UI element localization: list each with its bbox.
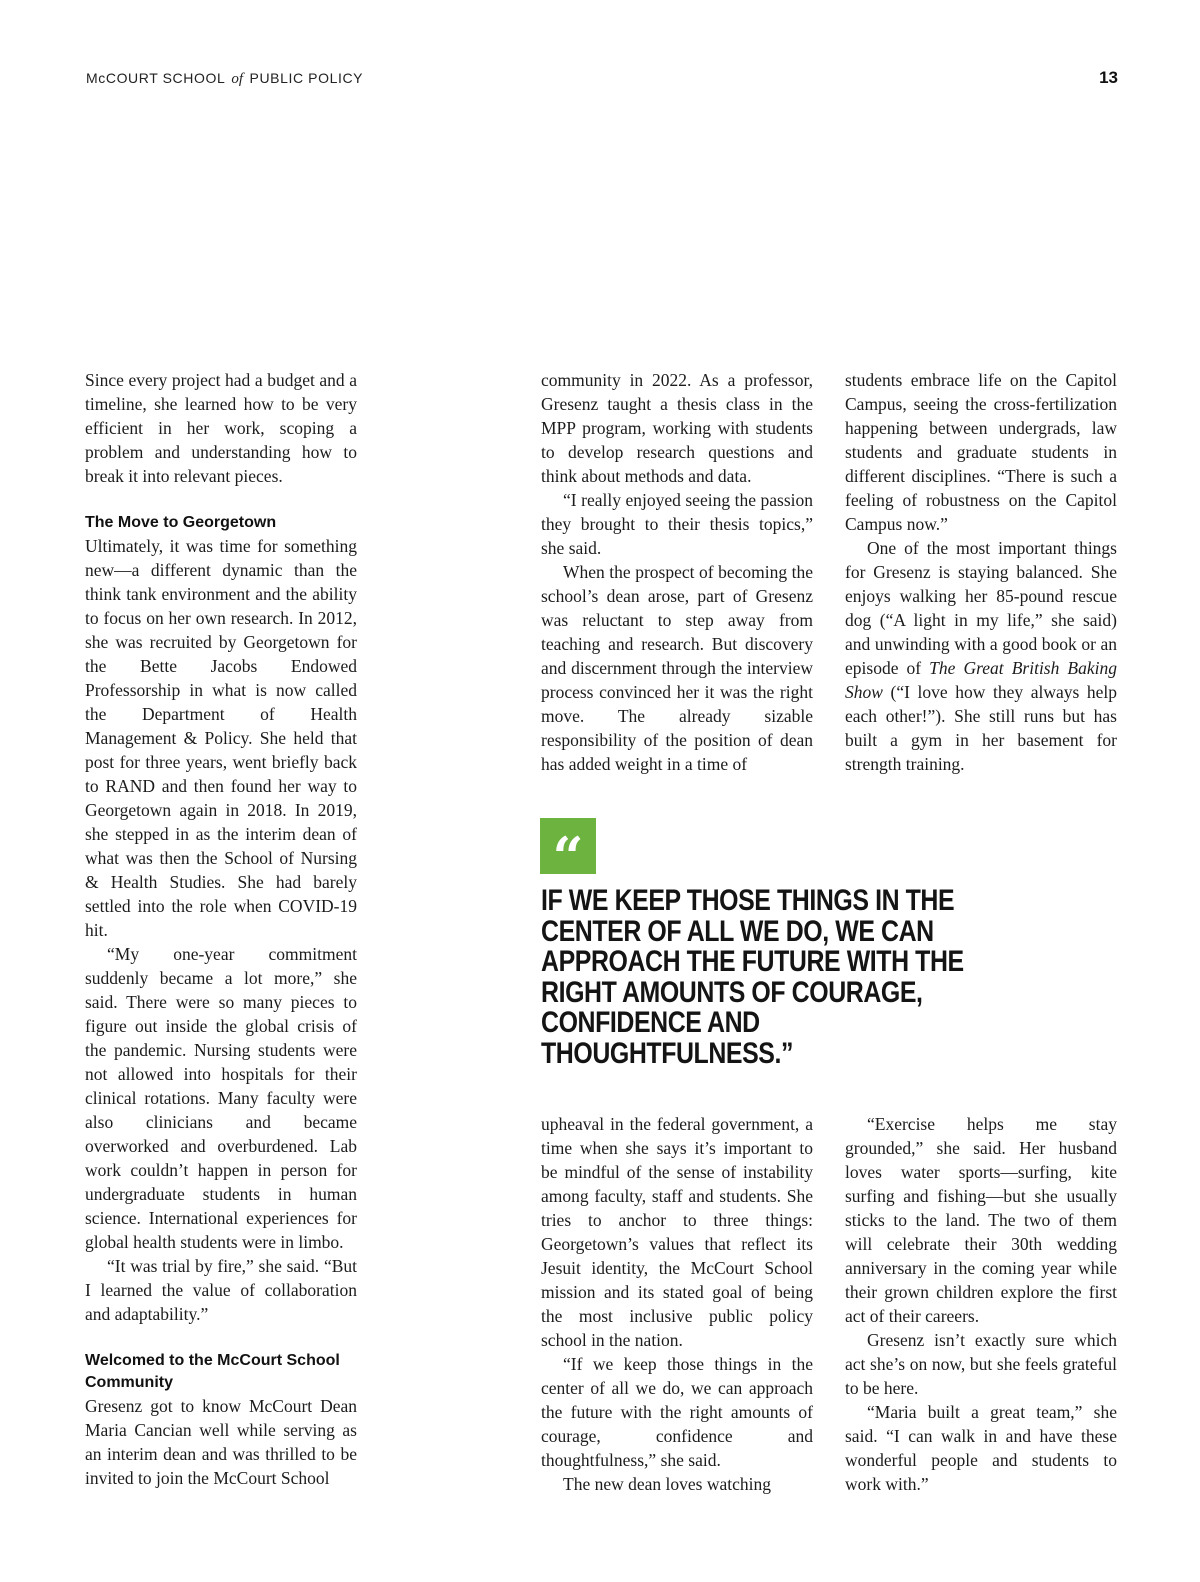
paragraph: Ultimately, it was time for something new—a different dynamic than the think tank environment and the ability to focus on her own research. In 2012, she was recruited by Georgetown for the Bette Jacobs Endowed Professorship in what is now called the Department of Health Management & Policy. She held that post for three years, went briefly back to RAND and then found her way to Georgetown again in 2018. In 2019, she stepped in as the interim dean of what was then the School of Nursing & Health Studies. She had barely settled into the role when COVID-19 hit. bbox=[85, 536, 357, 940]
publication-name-part1: McCOURT SCHOOL bbox=[86, 70, 225, 86]
paragraph: “If we keep those things in the center of all we do, we can approach the future with the right amounts of courage, confidence and thoughtfulness,” she said. bbox=[541, 1354, 813, 1470]
publication-name-part2: PUBLIC POLICY bbox=[249, 70, 364, 86]
section-heading-move-to-georgetown: The Move to Georgetown bbox=[85, 514, 277, 531]
paragraph-text: (“I love how they always help each other!”). She still runs but has built a gym in her basement for strength training. bbox=[845, 682, 1118, 774]
paragraph: Gresenz got to know McCourt Dean Maria Cancian well while serving as an interim dean and was thrilled to be invited to join the McCourt School bbox=[85, 1396, 357, 1488]
section-heading-welcomed: Welcomed to the McCourt School Community bbox=[85, 1352, 340, 1391]
quote-mark-icon: “ bbox=[540, 818, 596, 874]
paragraph: “Maria built a great team,” she said. “I can walk in and have these wonderful people and students to work with.” bbox=[845, 1402, 1117, 1494]
paragraph bbox=[845, 536, 1117, 776]
show-title: The Great British Baking Show bbox=[845, 658, 1117, 702]
article-column-5 bbox=[845, 1112, 1117, 1496]
paragraph: Gresenz isn’t exactly sure which act she’s on now, but she feels grateful to be here. bbox=[845, 1330, 1117, 1398]
article-column-1 bbox=[85, 368, 357, 1490]
publication-header bbox=[86, 70, 363, 88]
paragraph: “It was trial by fire,” she said. “But I learned the value of collaboration and adaptability.” bbox=[85, 1256, 357, 1324]
article-column-4 bbox=[541, 1112, 813, 1496]
page-number: 13 bbox=[1099, 68, 1118, 87]
article-column-3 bbox=[845, 368, 1117, 776]
paragraph: community in 2022. As a professor, Gresenz taught a thesis class in the MPP program, working with students to develop research questions and think about methods and data. bbox=[541, 370, 813, 486]
paragraph: students embrace life on the Capitol Campus, seeing the cross-fertilization happening between undergrads, law students and graduate students in different disciplines. “There is such a feeling of robustness on the Capitol Campus now.” bbox=[845, 370, 1117, 534]
publication-name-of: of bbox=[231, 71, 243, 87]
paragraph: “Exercise helps me stay grounded,” she said. Her husband loves water sports—surfing, kite surfing and fishing—but she usually sticks to the land. The two of them will celebrate their 30th wedding anniversary in the coming year while their grown children explore the first act of their careers. bbox=[845, 1114, 1117, 1326]
paragraph: Since every project had a budget and a timeline, she learned how to be very efficient in her work, scoping a problem and understanding how to break it into relevant pieces. bbox=[85, 370, 357, 486]
paragraph: When the prospect of becoming the school’s dean arose, part of Gresenz was reluctant to step away from teaching and research. But discovery and discernment through the interview process convinced her it was the right move. The already sizable responsibility of the position of dean has added weight in a time of bbox=[541, 562, 813, 774]
paragraph: The new dean loves watching bbox=[563, 1474, 771, 1494]
paragraph: “I really enjoyed seeing the passion they brought to their thesis topics,” she said. bbox=[541, 490, 813, 558]
paragraph: “My one-year commitment suddenly became a lot more,” she said. There were so many pieces to figure out inside the global crisis of the pandemic. Nursing students were not allowed into hospitals for their clinical rotations. Many faculty were also clinicians and became overworked and overburdened. Lab work couldn’t happen in person for undergraduate students in human science. International experiences for global health students were in limbo. bbox=[85, 944, 357, 1252]
paragraph-text: One of the most important things for Gresenz is staying balanced. She enjoys walking her 85-pound rescue dog (“A light in my life,” she said) and unwinding with a good book or an episode of bbox=[845, 538, 1117, 678]
paragraph: upheaval in the federal government, a time when she says it’s important to be mindful of the sense of instability among faculty, staff and students. She tries to anchor to three things: Georgetown’s values that reflect its Jesuit identity, the McCourt School mission and its stated goal of being the most inclusive public policy school in the nation. bbox=[541, 1114, 813, 1350]
pull-quote: IF WE KEEP THOSE THINGS IN THE CENTER OF ALL WE DO, WE CAN APPROACH THE FUTURE WITH THE RIGHT AMOUNTS OF COURAGE, CONFIDENCE AND THOUGHTFULNESS.” bbox=[541, 884, 964, 1070]
article-column-2 bbox=[541, 368, 813, 776]
